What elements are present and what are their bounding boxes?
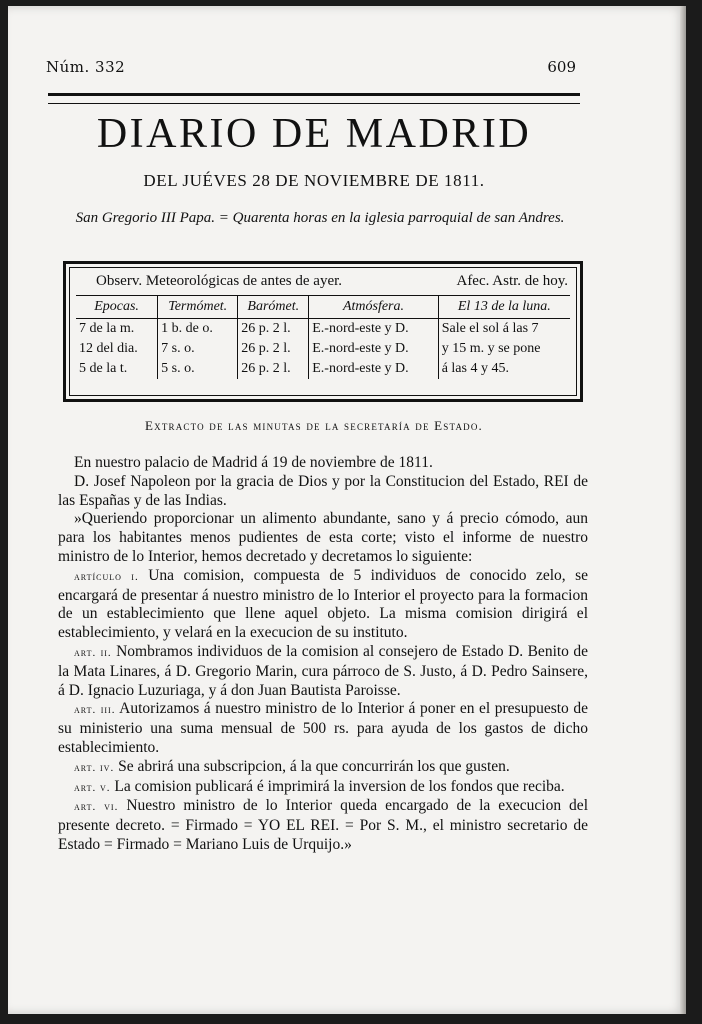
article-text: Autorizamos á nuestro ministro de lo Interior á poner en el presupuesto de su ministerio una suma mensual de 500 rs. para ayuda de los gastos de dicho establecimiento. <box>58 700 588 756</box>
table-row <box>76 319 570 340</box>
article-paragraph <box>58 778 588 798</box>
meteorology-inner <box>69 267 577 396</box>
astronomy-title: Afec. Astr. de hoy. <box>456 273 568 289</box>
table-header-row <box>76 296 570 319</box>
newspaper-page <box>8 6 686 1014</box>
article-paragraph <box>58 797 588 854</box>
column-header: El 13 de la luna. <box>438 296 570 319</box>
masthead-title: DIARIO DE MADRID <box>96 111 532 157</box>
column-header: Termómet. <box>158 296 238 319</box>
header-rule <box>48 93 580 104</box>
saint-line: San Gregorio III Papa. = Quarenta horas en la iglesia parroquial de san Andres. <box>75 210 565 226</box>
article-text: La comision publicará é imprimirá la inversion de los fondos que reciba. <box>114 777 565 795</box>
article-label: artículo i. <box>74 570 139 583</box>
table-cell: á las 4 y 45. <box>438 359 570 379</box>
meteorology-table <box>76 295 570 379</box>
article-label: art. iv. <box>74 761 115 774</box>
table-cell: y 15 m. y se pone <box>438 339 570 359</box>
table-cell: 5 de la t. <box>79 361 128 376</box>
table-cell: 5 s. o. <box>158 359 238 379</box>
table-cell: 26 p. 2 l. <box>238 359 309 379</box>
table-cell: 12 del dia. <box>79 341 138 356</box>
table-cell: E.-nord-este y D. <box>309 319 438 340</box>
article-label: art. ii. <box>74 646 112 659</box>
article-text: Nombramos individuos de la comision al consejero de Estado D. Benito de la Mata Linares, á D. Gregorio Marin, cura párroco de S. Justo, á D. Pedro Sainsere, á D. Ignacio Luzuriaga, y á don Juan Bautista Paroisse. <box>58 642 588 699</box>
table-cell: Sale el sol á las 7 <box>438 319 570 340</box>
meteorology-title: Observ. Meteorológicas de antes de ayer. <box>96 273 343 289</box>
meteorology-box <box>63 261 583 402</box>
article-text: Nuestro ministro de lo Interior queda encargado de la execucion del presente decreto. = Firmado = YO EL REI. = Por S. M., el ministro secretario de Estado = Firmado = Mariano Luis de Urquijo.» <box>58 797 588 853</box>
article-text: Se abrirá una subscripcion, á la que concurrirán los que gusten. <box>118 757 510 775</box>
table-cell: 26 p. 2 l. <box>238 319 309 340</box>
article-label: art. iii. <box>74 704 116 717</box>
article-label: art. v. <box>74 781 111 794</box>
intro-paragraph: »Queriendo proporcionar un alimento abundante, sano y á precio cómodo, aun para los habitantes menos pudientes de esta corte; visto el informe de nuestro ministro de lo Interior, hemos decretado y decretamos lo siguiente: <box>58 510 588 565</box>
article-paragraph <box>58 643 588 700</box>
column-header: Barómet. <box>238 296 309 319</box>
article-label: art. vi. <box>74 801 119 814</box>
table-cell: E.-nord-este y D. <box>309 339 438 359</box>
table-cell: 7 de la m. <box>79 321 135 336</box>
table-cell: 1 b. de o. <box>158 319 238 340</box>
table-cell: 26 p. 2 l. <box>238 339 309 359</box>
article-paragraph <box>58 567 588 643</box>
preamble: D. Josef Napoleon por la gracia de Dios y por la Constitucion del Estado, REI de las Españas y de las Indias. <box>58 472 588 509</box>
article-paragraph <box>58 700 588 757</box>
table-row <box>76 359 570 379</box>
table-cell: E.-nord-este y D. <box>309 359 438 379</box>
column-header: Epocas. <box>76 296 158 319</box>
table-cell: 7 s. o. <box>158 339 238 359</box>
article-text: Una comision, compuesta de 5 individuos de conocido zelo, se encargará de presentar á nuestro ministro de lo Interior el proyecto para la formacion de un establecimiento que llene aquel objeto. La misma comision dirigirá el establecimiento, y velará en la execucion de su instituto. <box>58 566 589 642</box>
article-title: Extracto de las minutas de la secretaría de Estado. <box>144 418 483 433</box>
page-number: 609 <box>547 58 576 76</box>
issue-number: Núm. 332 <box>46 58 126 76</box>
date-line: DEL JUÉVES 28 DE NOVIEMBRE DE 1811. <box>143 171 485 190</box>
table-row <box>76 339 570 359</box>
article-paragraph <box>58 758 588 778</box>
meteorology-header <box>70 268 576 294</box>
article-body <box>58 454 588 855</box>
column-header: Atmósfera. <box>309 296 438 319</box>
header-row <box>46 58 576 80</box>
page-edge-shadow <box>680 6 686 1014</box>
place-date: En nuestro palacio de Madrid á 19 de noviembre de 1811. <box>74 454 433 471</box>
